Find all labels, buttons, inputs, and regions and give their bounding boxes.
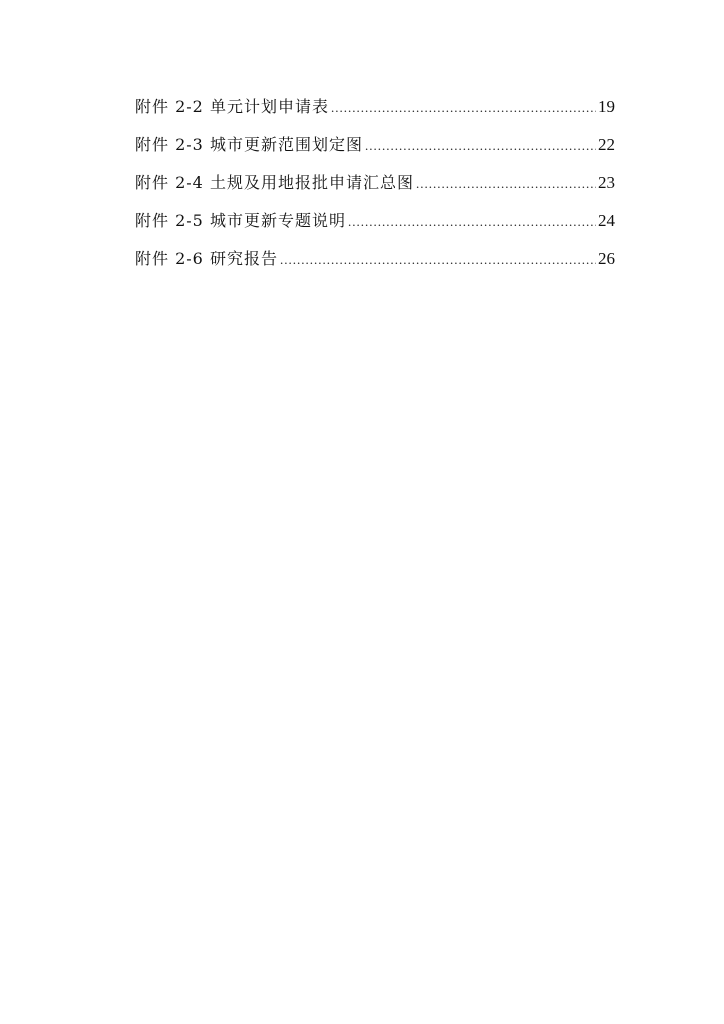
toc-page-number: 22 — [598, 135, 615, 154]
toc-page-number: 23 — [598, 173, 615, 192]
toc-leader-dots — [416, 170, 596, 198]
toc-entry-2-6[interactable] — [135, 245, 615, 283]
toc-entry-title: 附件 2-2 单元计划申请表 — [135, 97, 329, 116]
toc-page-number: 24 — [598, 211, 615, 230]
toc-entry-title: 附件 2-4 土规及用地报批申请汇总图 — [135, 173, 414, 192]
toc-entry-2-2[interactable] — [135, 93, 615, 131]
toc-entry-2-5[interactable] — [135, 207, 615, 245]
toc-page-number: 19 — [598, 97, 615, 116]
toc-leader-dots — [280, 246, 596, 274]
toc-page-number: 26 — [598, 249, 615, 268]
toc-entry-2-3[interactable] — [135, 131, 615, 169]
toc-entry-title: 附件 2-6 研究报告 — [135, 249, 278, 268]
toc-leader-dots — [348, 208, 596, 236]
toc-entry-title: 附件 2-3 城市更新范围划定图 — [135, 135, 363, 154]
toc-entry-2-4[interactable] — [135, 169, 615, 207]
toc-leader-dots — [331, 94, 596, 122]
table-of-contents — [135, 93, 615, 283]
toc-leader-dots — [365, 132, 596, 160]
toc-entry-title: 附件 2-5 城市更新专题说明 — [135, 211, 346, 230]
